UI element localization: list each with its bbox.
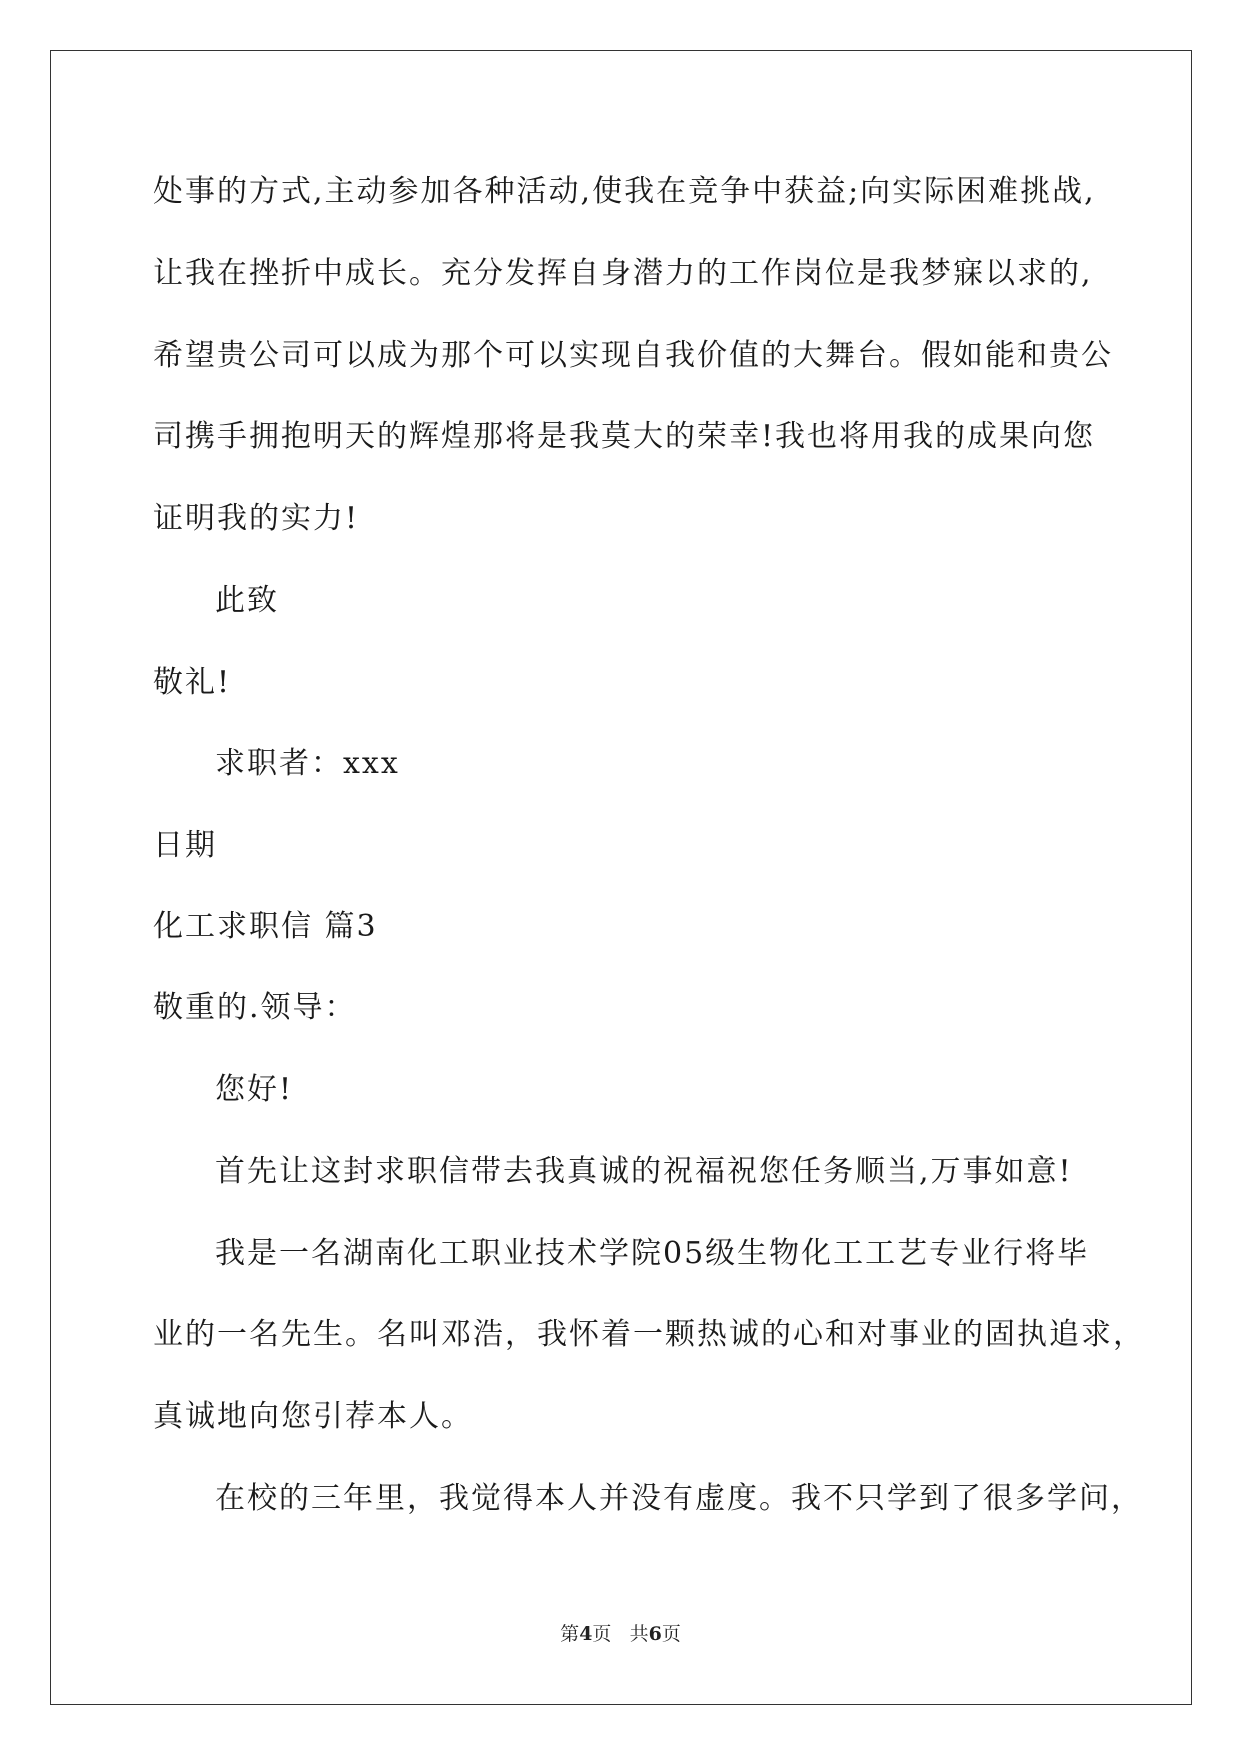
section-heading: 化工求职信 篇3 [153,909,378,944]
greeting-line: 敬重的.领导： [153,990,357,1025]
body-line: 真诚地向您引荐本人。 [153,1399,473,1434]
footer-total-suffix: 页 [661,1623,681,1645]
signature-line: 求职者：xxx [215,746,400,781]
footer-total-pages: 6 [648,1623,662,1645]
footer-prefix: 第 [560,1623,580,1645]
salutation-line: 敬礼! [153,665,232,700]
date-line: 日期 [153,828,217,863]
footer-page-number: 4 [579,1623,593,1645]
body-line: 我是一名湖南化工职业技术学院05级生物化工工艺专业行将毕 [215,1236,1090,1271]
footer-total-prefix: 共 [629,1623,649,1645]
body-line: 在校的三年里，我觉得本人并没有虚度。我不只学到了很多学问， [215,1481,1143,1516]
body-line: 让我在挫折中成长。充分发挥自身潜力的工作岗位是我梦寐以求的, [153,256,1093,291]
body-line: 业的一名先生。名叫邓浩，我怀着一颗热诚的心和对事业的固执追求， [153,1317,1145,1352]
body-line: 司携手拥抱明天的辉煌那将是我莫大的荣幸!我也将用我的成果向您 [153,419,1096,454]
body-line: 您好! [215,1072,294,1107]
body-line: 希望贵公司可以成为那个可以实现自我价值的大舞台。假如能和贵公 [153,338,1113,373]
body-line: 证明我的实力! [153,501,360,536]
page-border [50,50,1192,1705]
footer-page-suffix: 页 [592,1623,612,1645]
body-line: 首先让这封求职信带去我真诚的祝福祝您任务顺当,万事如意! [215,1154,1073,1189]
body-line: 处事的方式,主动参加各种活动,使我在竞争中获益;向实际困难挑战, [153,174,1096,209]
closing-line: 此致 [215,583,279,618]
page-footer [0,1622,1241,1646]
